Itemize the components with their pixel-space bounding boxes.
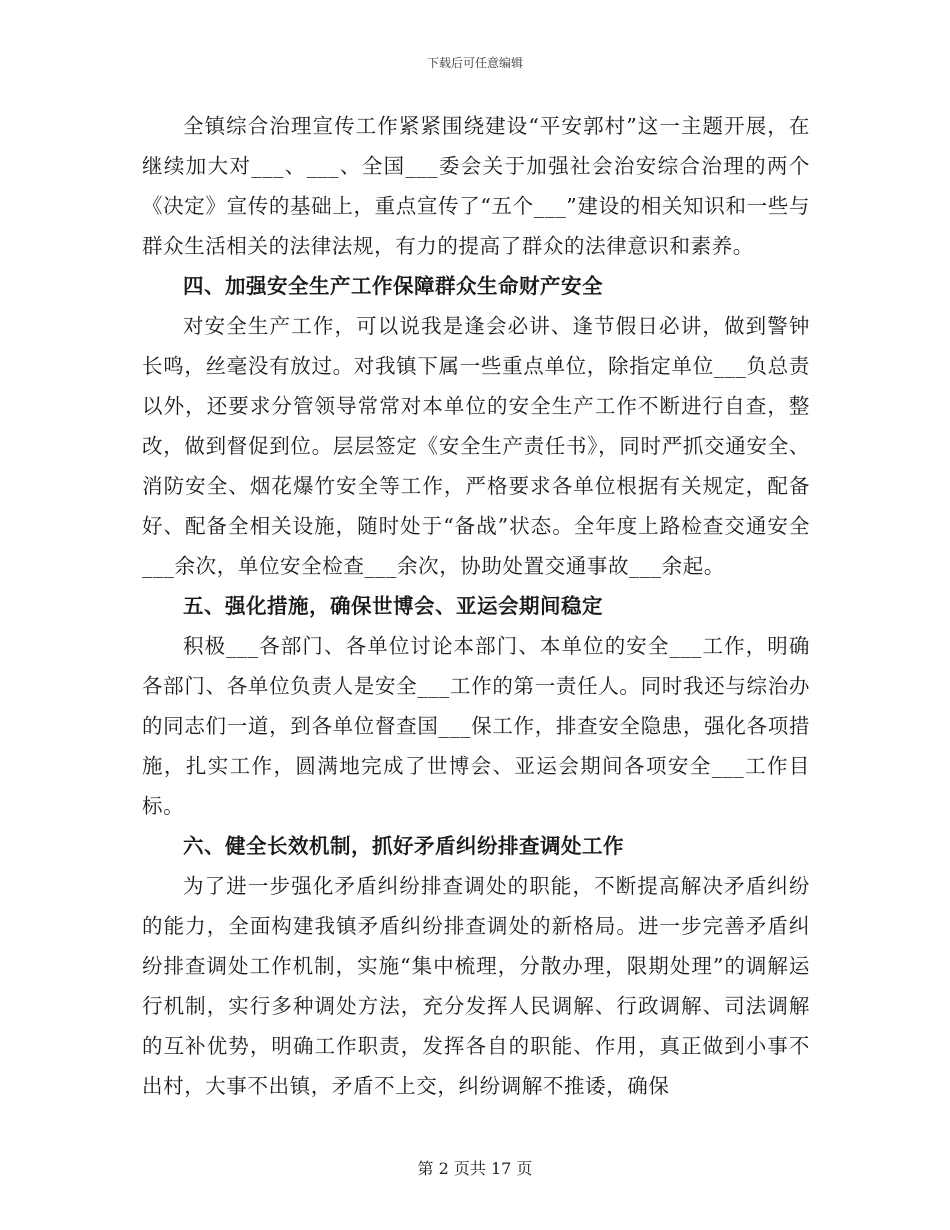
paragraph-dispute-mechanism: 为了进一步强化矛盾纠纷排查调处的职能，不断提高解决矛盾纠纷的能力，全面构建我镇矛盾纠纷排查调处的新格局。进一步完善矛盾纠纷排查调处工作机制，实施“集中梳理，分散办理，限期处理”的调解运行机制，实行多种调处方法，充分发挥人民调解、行政调解、司法调解的互补优势，明确工作职责，发挥各自的职能、作用，真正做到小事不出村，大事不出镇，矛盾不上交，纠纷调解不推诿，确保 bbox=[142, 874, 810, 1098]
paragraph-expo-stability: 积极___各部门、各单位讨论本部门、本单位的安全___工作，明确各部门、各单位负责人是安全___工作的第一责任人。同时我还与综治办的同志们一道，到各单位督查国___保工作，排查安全隐患，强化各项措施，扎实工作，圆满地完成了世博会、亚运会期间各项安全___工作目标。 bbox=[142, 634, 810, 818]
section-heading-expo-stability: 五、强化措施，确保世博会、亚运会期间稳定 bbox=[183, 594, 603, 618]
section-heading-safety-production: 四、加强安全生产工作保障群众生命财产安全 bbox=[183, 274, 603, 298]
section-heading-dispute-mechanism: 六、健全长效机制，抓好矛盾纠纷排查调处工作 bbox=[183, 834, 624, 858]
page-header: 下载后可任意编辑 bbox=[426, 56, 523, 70]
paragraph-safety-production: 对安全生产工作，可以说我是逢会必讲、逢节假日必讲，做到警钟长鸣，丝毫没有放过。对我镇下属一些重点单位，除指定单位___负总责以外，还要求分管领导常常对本单位的安全生产工作不断进行自查，整改，做到督促到位。层层签定《安全生产责任书》，同时严抓交通安全、消防安全、烟花爆竹安全等工作，严格要求各单位根据有关规定，配备好、配备全相关设施，随时处于“备战”状态。全年度上路检查交通安全___余次，单位安全检查___余次，协助处置交通事故___余起。 bbox=[142, 314, 810, 578]
page-footer: 第 2 页共 17 页 bbox=[417, 1159, 533, 1178]
paragraph-publicity: 全镇综合治理宣传工作紧紧围绕建设“平安郭村”这一主题开展，在继续加大对___、___、全国___委会关于加强社会治安综合治理的两个《决定》宣传的基础上，重点宣传了“五个___”建设的相关知识和一些与群众生活相关的法律法规，有力的提高了群众的法律意识和素养。 bbox=[142, 114, 810, 258]
document-body bbox=[142, 106, 810, 1106]
